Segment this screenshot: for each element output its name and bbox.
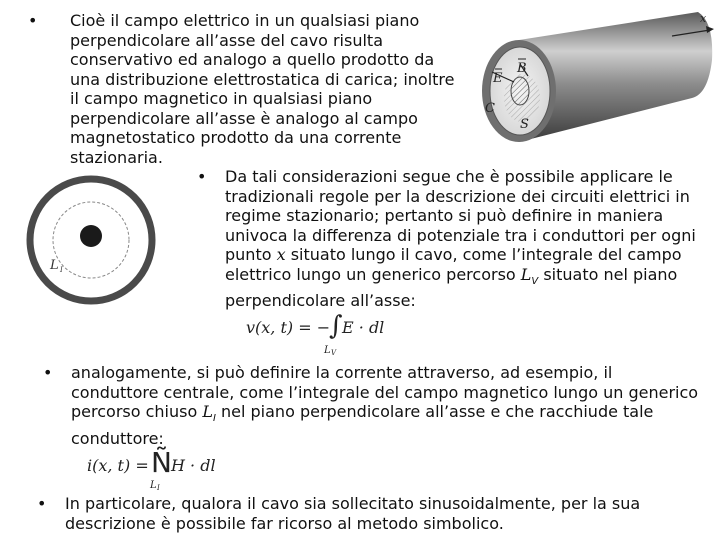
paragraph-line: conservativo ed analogo a quello prodotto da [70, 50, 435, 69]
text-span: nel piano perpendicolare all’asse e che racchiude tale [215, 402, 654, 421]
path-label-sub: I [60, 266, 63, 274]
bullet-marker: • [28, 11, 38, 30]
paragraph-line [225, 245, 696, 265]
surface-s [504, 74, 540, 122]
paragraph-line: perpendicolare all’asse: [225, 291, 416, 311]
paragraph-4 [65, 494, 640, 533]
text-span: situato nel piano [538, 264, 678, 284]
cross-section-figure [26, 175, 158, 307]
paragraph-line: magnetostatico prodotto da una corrente [70, 128, 402, 147]
formula-limit-sub: I [157, 484, 160, 492]
bullet-marker: • [37, 494, 47, 513]
paragraph-line: univoca la differenza di potenziale tra i conduttori per ogni [225, 225, 696, 245]
label-c: C [485, 101, 495, 116]
variable-x: x [276, 245, 286, 264]
coaxial-cable-figure [462, 2, 720, 158]
label-e: E [493, 71, 503, 86]
label-s: S [520, 117, 529, 132]
path-symbol-sub: I [212, 413, 216, 425]
paragraph-line: stazionaria. [70, 147, 163, 167]
formula-lhs: i(x, t) = [87, 456, 149, 475]
paragraph-1 [70, 11, 454, 167]
paragraph-line: una distribuzione elettrostatica di carica; inoltre [70, 69, 455, 89]
bullet-marker: • [197, 167, 207, 186]
paragraph-line: conduttore centrale, come l’integrale del campo magnetico lungo un generico [71, 382, 699, 402]
formula-lhs: v(x, t) = − [246, 318, 331, 337]
paragraph-line: il campo magnetico in qualsiasi piano [70, 89, 373, 108]
paragraph-line: analogamente, si può definire la corrente attraverso, ad esempio, il [71, 363, 613, 382]
path-symbol: L [202, 402, 213, 421]
text-span: situato lungo il cavo, come l’integrale del campo [285, 245, 682, 264]
formula-limit-sub: V [331, 349, 337, 357]
paragraph-line: perpendicolare all’asse è analogo al campo [70, 108, 418, 128]
text-span: elettrico lungo un generico percorso [225, 264, 521, 284]
formula-integrand: H · dl [171, 456, 216, 475]
paragraph-line: Da tali considerazioni segue che è possibile applicare le [225, 167, 673, 186]
label-b: B [517, 61, 527, 76]
text-span: punto [225, 245, 277, 264]
paragraph-2 [225, 167, 696, 311]
formula-current [87, 448, 227, 492]
formula-limit: L [150, 480, 157, 491]
label-x: x [700, 12, 707, 25]
path-label: L [50, 258, 59, 273]
closed-integral-sign: Ñ [151, 446, 172, 479]
path-symbol: L [520, 264, 532, 284]
path-symbol-sub: V [531, 275, 539, 287]
formula-voltage [246, 311, 386, 359]
paragraph-line [225, 265, 696, 292]
formula-limit: L [324, 345, 331, 356]
paragraph-line: Cioè il campo elettrico in un qualsiasi piano [70, 11, 420, 30]
inner-conductor-section [80, 225, 102, 247]
paragraph-line: perpendicolare all’asse del cavo risulta [70, 30, 383, 50]
paragraph-line: conduttore: [71, 428, 164, 448]
paragraph-line [71, 402, 698, 429]
formula-integrand: E · dl [342, 318, 385, 337]
integral-sign: ∫ [329, 311, 343, 341]
paragraph-line: tradizionali regole per la descrizione dei circuiti elettrici in [225, 186, 690, 206]
paragraph-line: descrizione è possibile far ricorso al metodo simbolico. [65, 513, 504, 533]
paragraph-line: regime stazionario; pertanto si può definire in maniera [225, 206, 664, 225]
bullet-marker: • [43, 363, 53, 382]
paragraph-3 [71, 363, 698, 448]
text-span: percorso chiuso [71, 402, 203, 421]
paragraph-line: In particolare, qualora il cavo sia sollecitato sinusoidalmente, per la sua [65, 494, 641, 513]
